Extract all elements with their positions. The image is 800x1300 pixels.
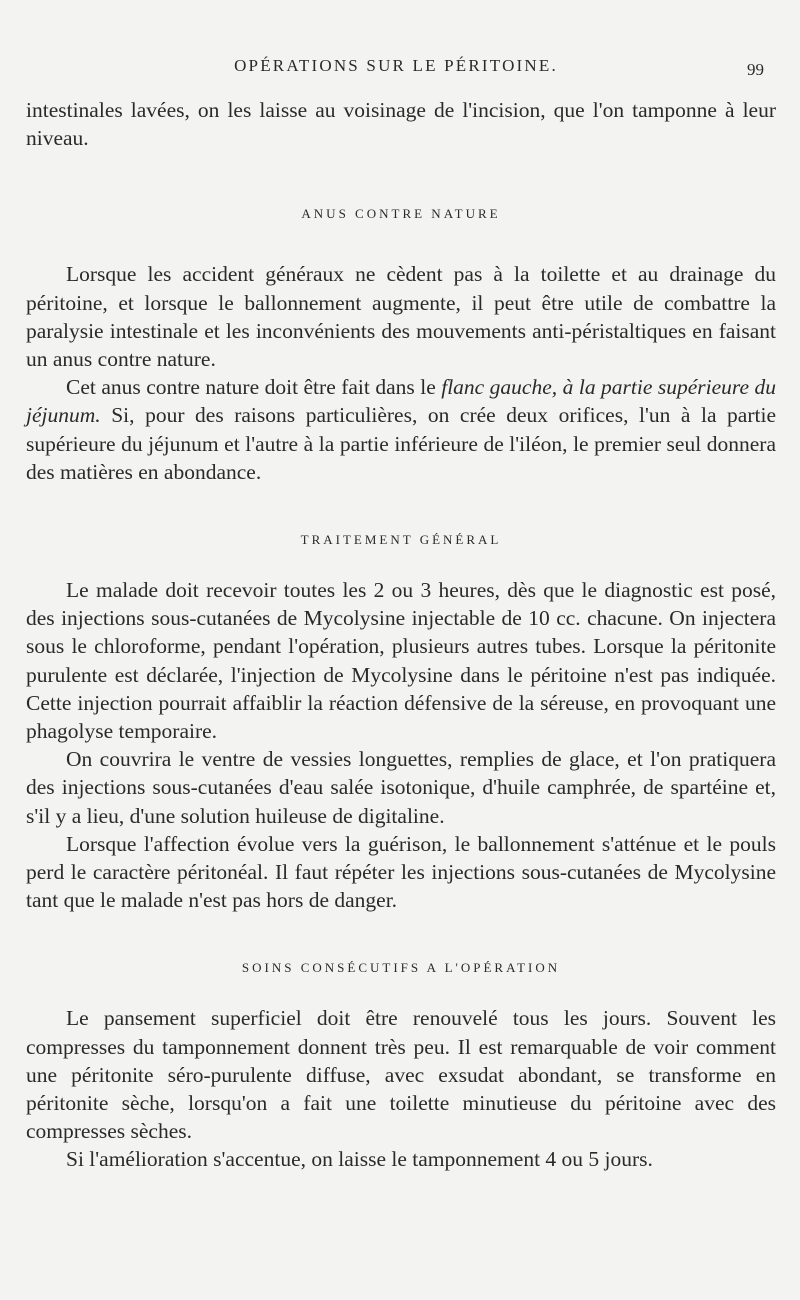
- paragraph: Lorsque l'affection évolue vers la guérison, le ballonnement s'atténue et le pouls perd le caractère péritonéal. Il faut répéter les injections sous-cutanées de Mycolysine tant que le malade n'est pas hors de danger.: [26, 831, 776, 913]
- running-head: [26, 56, 776, 82]
- paragraph: Le pansement superficiel doit être renouvelé tous les jours. Souvent les compresses du tamponnement donnent très peu. Il est remarquable de voir comment une péritonite séro-purulente diffuse, avec exsudat abondant, se transforme en péritonite sèche, lorsqu'on a fait une toilette minutieuse du péritoine avec des compresses sèches.: [26, 1006, 776, 1144]
- page-body: [26, 96, 776, 1174]
- italic-text: flanc gauche, à la partie supérieure du jéjunum.: [26, 375, 776, 428]
- paragraph-text: Si, pour des raisons particulières, on crée deux orifices, l'un à la partie supérieure du jéjunum et l'autre à la partie inférieure de l'iléon, le premier seul donnera des matières en abondance.: [26, 403, 776, 484]
- paragraph: [26, 373, 776, 486]
- paragraph: Lorsque les accident généraux ne cèdent pas à la toilette et au drainage du péritoine, et lorsque le ballonnement augmente, il peut être utile de combattre la paralysie intestinale et les inconvénients des mouvements anti-péristaltiques en faisant un anus contre nature.: [26, 262, 776, 372]
- section-heading-traitement: TRAITEMENT GÉNÉRAL: [300, 532, 502, 548]
- section-heading-anus: ANUS CONTRE NATURE: [301, 206, 501, 222]
- page-number: 99: [747, 60, 764, 79]
- paragraph: Si l'amélioration s'accentue, on laisse le tamponnement 4 ou 5 jours.: [66, 1147, 653, 1172]
- continuation-paragraph: intestinales lavées, on les laisse au voisinage de l'incision, que l'on tamponne à leur niveau.: [26, 98, 776, 151]
- section-heading-soins: SOINS CONSÉCUTIFS A L'OPÉRATION: [241, 960, 561, 976]
- paragraph-text: Cet anus contre nature doit être fait dans le: [66, 375, 442, 400]
- paragraph: Le malade doit recevoir toutes les 2 ou 3 heures, dès que le diagnostic est posé, des injections sous-cutanées de Mycolysine injectable de 10 cc. chacune. On injectera sous le chloroforme, pendant l'opération, plusieurs autres tubes. Lorsque la péritonite purulente est déclarée, l'injection de Mycolysine dans le péritoine n'est pas indiquée. Cette injection pourrait affaiblir la réaction défensive de la séreuse, en provoquant une phagolyse temporaire.: [26, 578, 776, 744]
- running-title: OPÉRATIONS SUR LE PÉRITOINE.: [234, 56, 558, 75]
- paragraph: On couvrira le ventre de vessies longuettes, remplies de glace, et l'on pratiquera des injections sous-cutanées d'eau salée isotonique, d'huile camphrée, de spartéine et, s'il y a lieu, d'une solution huileuse de digitaline.: [26, 747, 776, 828]
